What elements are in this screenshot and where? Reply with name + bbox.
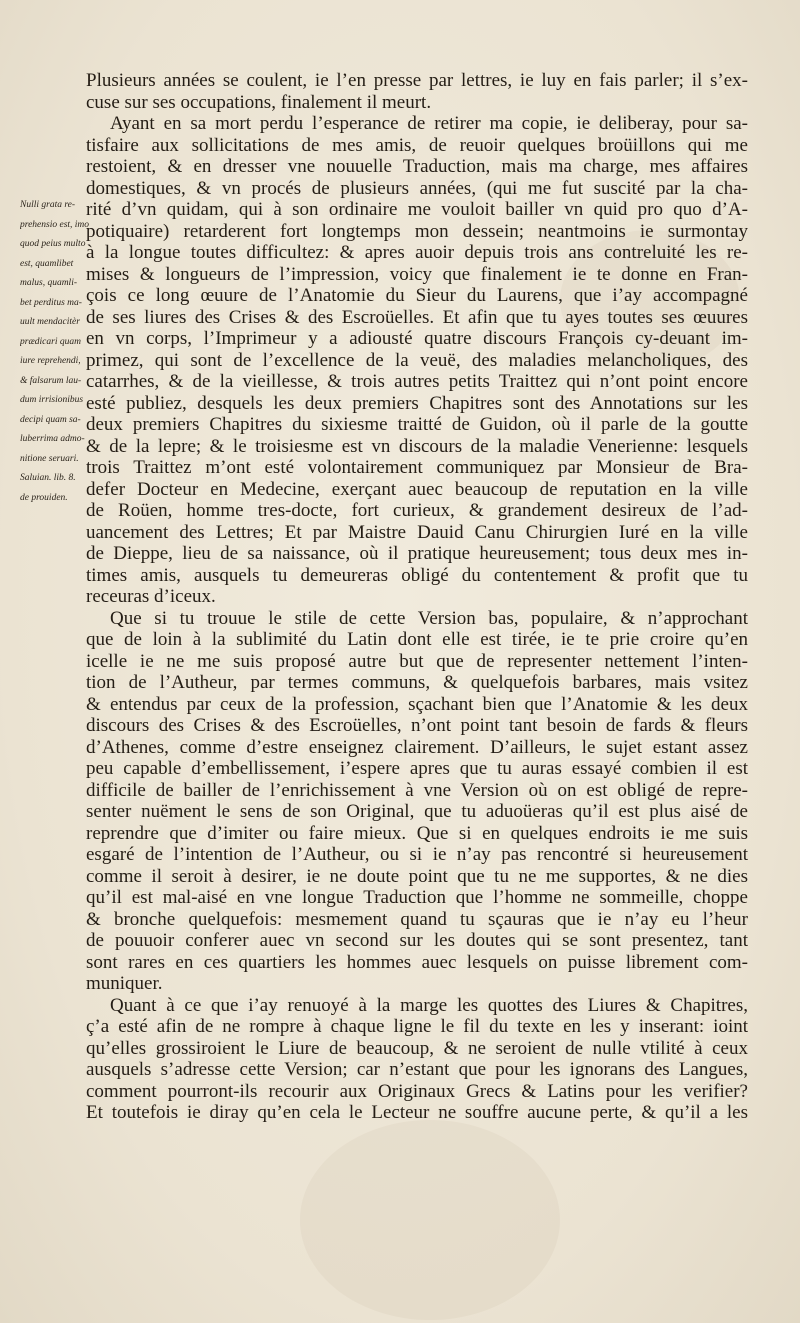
text-line: receuras d’iceux. (86, 586, 216, 607)
text-line: primez, qui sont de l’excellence de la veuë, des maladies melancholiques, des (86, 349, 748, 371)
margin-note-line: est, quamlibet (20, 258, 74, 269)
text-line: rité d’vn quidam, qui à son ordinaire me vouloit bailler vn quid pro quo d’A- (86, 199, 748, 220)
text-line: times amis, ausquels tu demeureras obligé du contentement & profit que tu (86, 564, 748, 586)
text-line: mises & longueurs de l’impression, voicy que finalement ie te donne en Fran- (86, 263, 748, 285)
text-line: d’Athenes, comme d’estre enseignez clairement. D’ailleurs, le sujet estant assez (86, 736, 748, 758)
text-line: trois Traittez m’ont esté volontairement communiquez par Monsieur de Bra- (86, 457, 748, 478)
margin-note-line: dum irrisionibus (20, 395, 84, 405)
text-line: à la longue toutes difficultez: & apres auoir depuis trois ans contreluité les re- (86, 242, 748, 263)
text-line: & bronche quelquefois: mesmement quand tu sçauras que ie n’ay eu l’heur (86, 908, 748, 930)
text-line: esté publiez, desquels les deux premiers Chapitres sont des Annotations sur les (86, 392, 748, 414)
text-line: tion de l’Autheur, par termes communs, & quelquefois barbares, mais vsitez (86, 672, 748, 693)
margin-note-line: de prouiden. (20, 492, 68, 503)
text-line: comment pourront-ils recourir aux Originaux Grecs & Latins pour les verifier? (86, 1080, 748, 1102)
paper-stain (300, 1120, 560, 1320)
text-line: muniquer. (86, 973, 163, 994)
text-line: Quant à ce que i’ay renuoyé à la marge les quottes des Liures & Chapitres, (110, 994, 748, 1016)
text-line: en vn corps, l’Imprimeur y a adiousté quatre discours François cy-deuant im- (86, 328, 748, 349)
text-line: esgaré de l’intention de l’Autheur, ou si ie n’ay pas rencontré si heureusement (86, 844, 748, 865)
text-line: Ayant en sa mort perdu l’esperance de retirer ma copie, ie deliberay, pour sa- (110, 113, 748, 134)
text-line: defer Docteur en Medecine, exerçant auec beaucoup de reputation en la ville (86, 478, 748, 500)
main-text (86, 70, 748, 1124)
text-line: domestiques, & vn procés de plusieurs années, (qui me fut suscité par la cha- (86, 177, 748, 199)
margin-note-line: quod peius multo (20, 239, 86, 249)
text-line: Et toutefois ie diray qu’en cela le Lecteur ne souffre aucune perte, & qu’il a les (86, 1102, 748, 1123)
text-line: & entendus par ceux de la profession, sçachant bien que l’Anatomie & les deux (86, 693, 748, 715)
text-line: de Roüen, homme tres-docte, fort curieux, & grandement desireux de l’ad- (86, 500, 748, 521)
text-line: de ses liures des Crises & des Escroüelles. Et afin que tu ayes toutes ses œuures (86, 306, 748, 328)
text-line: icelle ie ne me suis proposé autre but que de representer nettement l’inten- (86, 650, 748, 672)
margin-note-line: uult mendacitèr (20, 317, 80, 327)
margin-note-line: & falsarum lau- (20, 375, 82, 386)
text-line: senter nuëment le sens de son Original, que tu aduoüeras qu’il est plus aisé de (86, 801, 748, 822)
text-line: & de la lepre; & le troisiesme est vn discours de la maladie Venerienne: lesquels (86, 435, 748, 457)
margin-note-line: nitione seruari. (20, 453, 79, 464)
margin-note-line: prædicari quam (20, 336, 81, 347)
text-line: cuse sur ses occupations, finalement il meurt. (86, 91, 432, 113)
text-line: Que si tu trouue le stile de cette Version bas, populaire, & n’approchant (110, 607, 748, 629)
text-line: comme il seroit à desirer, ie ne doute point que tu ne me supportes, & ne dies (86, 865, 748, 887)
margin-note-line: Saluian. lib. 8. (20, 473, 76, 483)
text-line: de Dieppe, lieu de sa naissance, où il pratique heureusement; tous deux mes in- (86, 543, 748, 564)
text-line: de pouuoir conferer auec vn second sur les doutes qui se sont presentez, tant (86, 930, 748, 951)
text-line: que de loin à la sublimité du Latin dont elle est tirée, ie te prie croire qu’en (86, 629, 748, 650)
text-line: catarrhes, & de la vieillesse, & trois autres petits Traittez qui n’ont point encore (86, 371, 748, 392)
text-line: qu’il est mal-aisé en vne longue Traduction que l’homme ne sommeille, choppe (86, 887, 748, 908)
text-line: ç’a esté afin de ne rompre à chaque ligne le fil du texte en les y inserant: ioint (86, 1016, 748, 1037)
text-line: deux premiers Chapitres du sixiesme traitté de Guidon, où il parle de la goutte (86, 414, 748, 435)
margin-note-line: malus, quamli- (20, 278, 77, 288)
text-line: Plusieurs années se coulent, ie l’en presse par lettres, ie luy en fais parler; il s’ex- (86, 70, 748, 91)
text-line: tisfaire aux sollicitations de mes amis, de reuoir quelques broüillons qui me (86, 134, 748, 156)
margin-note-line: prehensio est, imo (20, 219, 90, 230)
margin-note-line: decipi quam sa- (20, 414, 81, 425)
margin-note-line: iure reprehendi, (20, 356, 81, 366)
text-line: çois ce long œuure de l’Anatomie du Sieur du Laurens, que i’ay accompagné (86, 285, 748, 306)
text-line: reprendre que d’imiter ou faire mieux. Que si en quelques endroits ie me suis (86, 822, 748, 844)
margin-note-line: Nulli grata re- (20, 200, 76, 210)
text-line: difficile de bailler de l’enrichissement à vne Version où on est obligé de repre- (86, 779, 748, 801)
text-line: sont rares en ces quartiers les hommes auec lesquels on puisse librement com- (86, 951, 748, 973)
margin-note-line: luberrima admo- (20, 434, 85, 444)
marginal-note (20, 196, 104, 508)
text-line: potiquaire) retarderent fort longtemps mon dessein; neantmoins ie surmontay (86, 220, 748, 242)
text-line: ausquels s’adresse cette Version; car n’estant que pour les ignorans des Langues, (86, 1059, 748, 1080)
text-line: uancement des Lettres; Et par Maistre Dauid Canu Chirurgien Iuré en la ville (86, 521, 748, 543)
text-line: qu’elles grossiroient le Liure de beaucoup, & ne seroient de nulle vtilité à ceux (86, 1037, 748, 1059)
text-line: restoient, & en dresser vne nouuelle Traduction, mais ma charge, mes affaires (86, 156, 748, 177)
margin-note-line: bet perditus ma- (20, 297, 82, 308)
text-line: peu capable d’embellissement, i’espere apres que tu auras essayé combien il est (86, 758, 748, 779)
text-line: discours des Crises & des Escroüelles, n’ont point tant besoin de fards & fleurs (86, 715, 748, 736)
